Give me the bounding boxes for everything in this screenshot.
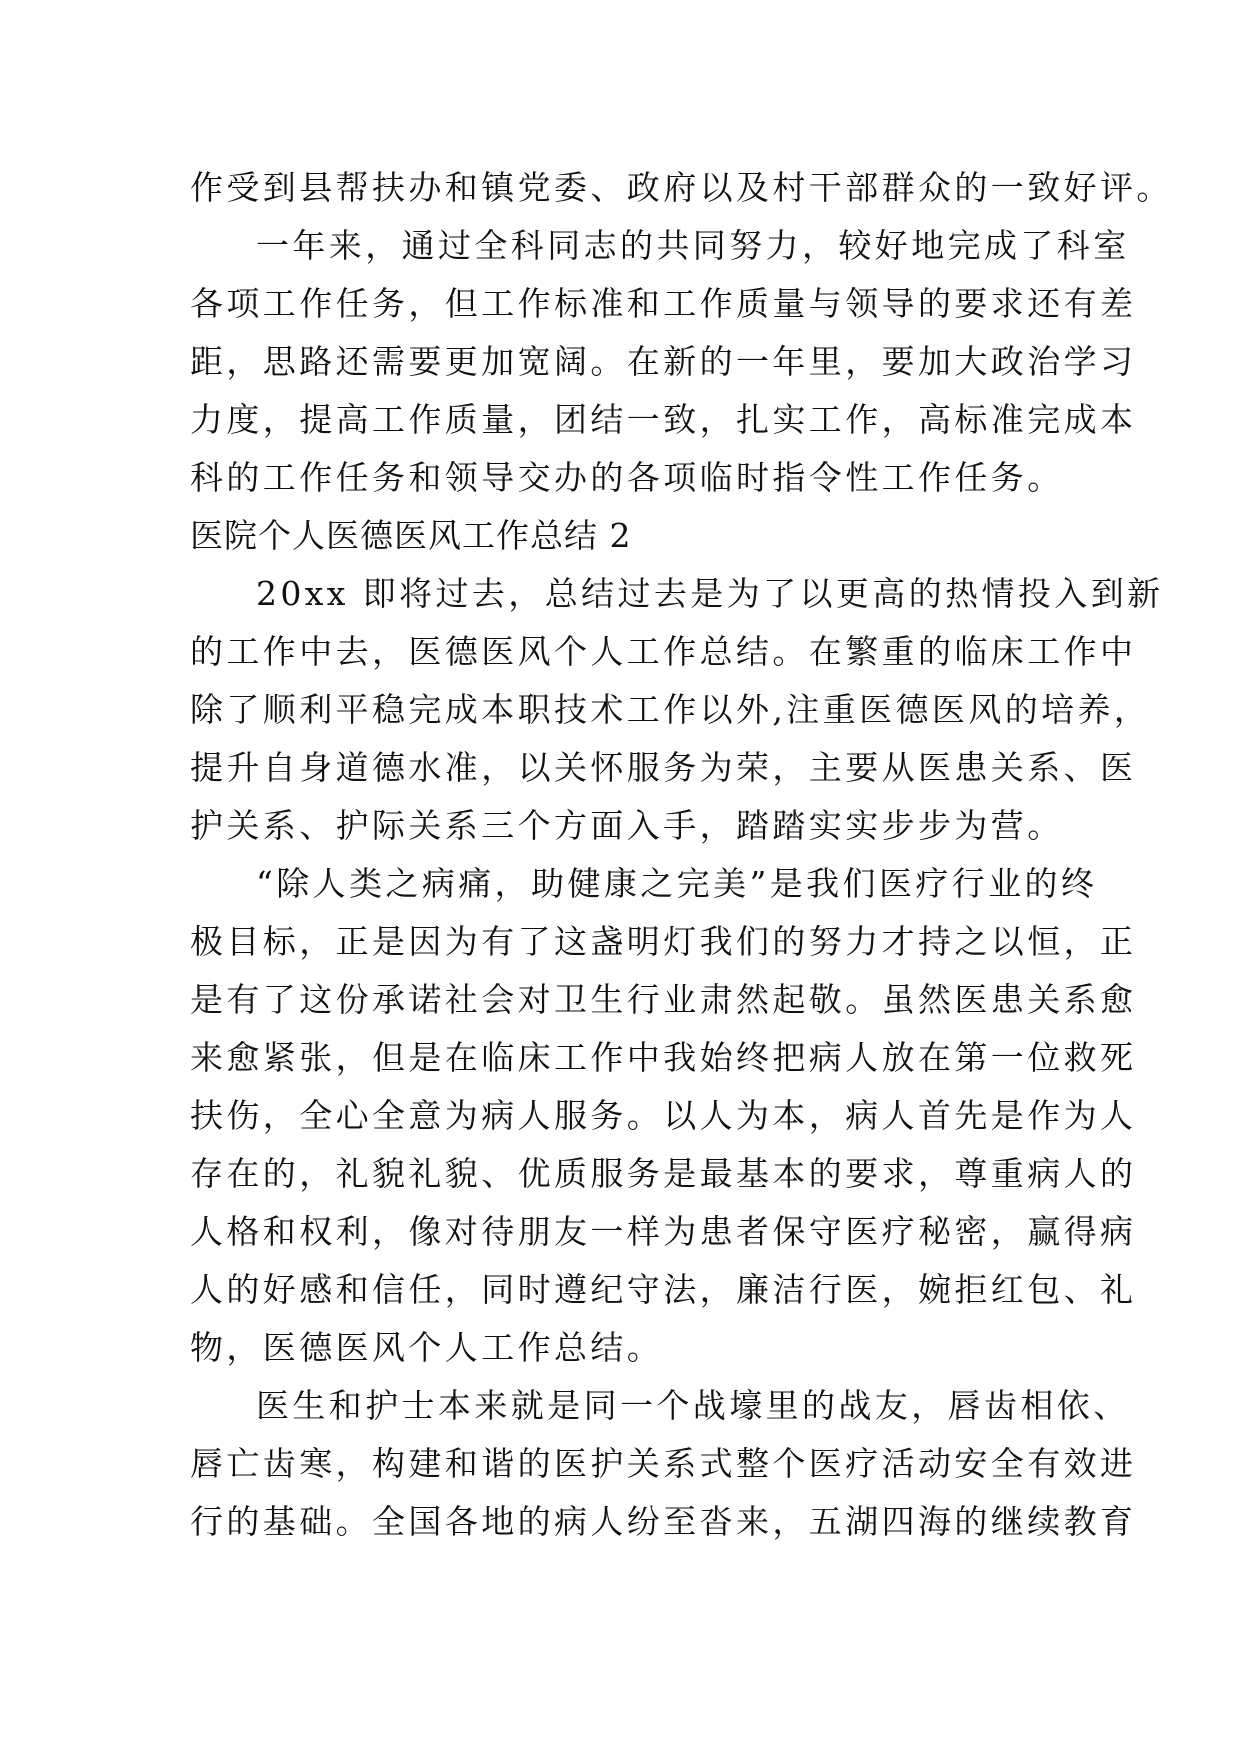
text-line: 极目标，正是因为有了这盏明灯我们的努力才持之以恒，正 (190, 922, 1137, 961)
text-line: 各项工作任务，但工作标准和工作质量与领导的要求还有差 (190, 284, 1137, 323)
text-line: 存在的，礼貌礼貌、优质服务是最基本的要求，尊重病人的 (190, 1154, 1137, 1193)
text-line: 距，思路还需要更加宽阔。在新的一年里，要加大政治学习 (190, 342, 1137, 381)
text-line: 扶伤，全心全意为病人服务。以人为本，病人首先是作为人 (190, 1096, 1137, 1135)
text-line: 力度，提高工作质量，团结一致，扎实工作，高标准完成本 (190, 400, 1137, 439)
paragraph-first-line: 一年来，通过全科同志的共同努力，较好地完成了科室 (256, 226, 1130, 265)
text-line: 来愈紧张，但是在临床工作中我始终把病人放在第一位救死 (190, 1038, 1137, 1077)
paragraph-first-line: 20xx 即将过去，总结过去是为了以更高的热情投入到新 (256, 574, 1164, 613)
paragraph-first-line: “除人类之病痛，助健康之完美”是我们医疗行业的终 (256, 864, 1098, 903)
text-line: 护关系、护际关系三个方面入手，踏踏实实步步为营。 (190, 806, 1064, 845)
text-line: 行的基础。全国各地的病人纷至沓来，五湖四海的继续教育 (190, 1502, 1137, 1541)
text-line: 唇亡齿寒，构建和谐的医护关系式整个医疗活动安全有效进 (190, 1444, 1137, 1483)
text-line: 科的工作任务和领导交办的各项临时指令性工作任务。 (190, 458, 1064, 497)
paragraph-first-line: 医生和护士本来就是同一个战壕里的战友，唇齿相依、 (256, 1386, 1130, 1425)
text-line: 的工作中去，医德医风个人工作总结。在繁重的临床工作中 (190, 632, 1137, 671)
text-line: 人格和权利，像对待朋友一样为患者保守医疗秘密，赢得病 (190, 1212, 1137, 1251)
text-line: 人的好感和信任，同时遵纪守法，廉洁行医，婉拒红包、礼 (190, 1270, 1137, 1309)
text-line: 提升自身道德水准，以关怀服务为荣，主要从医患关系、医 (190, 748, 1137, 787)
text-line: 作受到县帮扶办和镇党委、政府以及村干部群众的一致好评。 (190, 168, 1173, 207)
text-line: 物，医德医风个人工作总结。 (190, 1328, 664, 1367)
section-heading: 医院个人医德医风工作总结 2 (190, 516, 632, 555)
text-line: 是有了这份承诺社会对卫生行业肃然起敬。虽然医患关系愈 (190, 980, 1137, 1019)
text-line: 除了顺利平稳完成本职技术工作以外,注重医德医风的培养， (190, 690, 1151, 729)
